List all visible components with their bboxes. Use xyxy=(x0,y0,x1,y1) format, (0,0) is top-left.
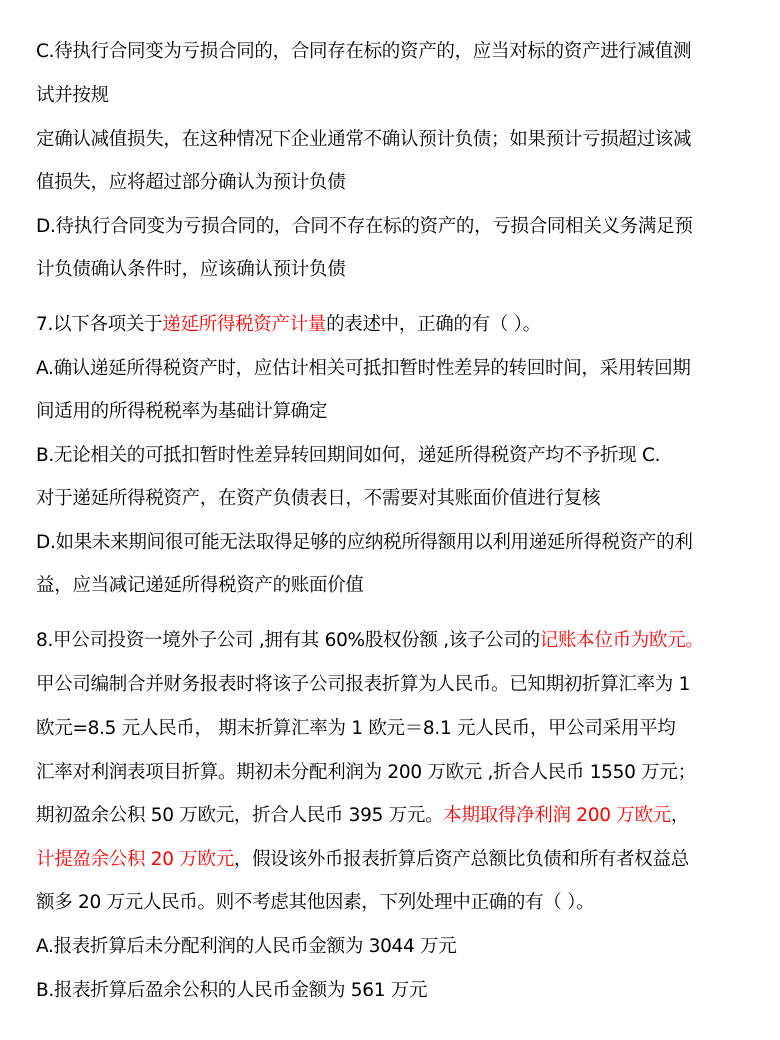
q6-option-c-line-4: 值损失，应将超过部分确认为预计负债 xyxy=(36,172,346,193)
q8-line6-suffix: ，假设该外币报表折算后资产总额比负债和所有者权益总 xyxy=(233,849,689,870)
q6-option-c-line-1: C.待执行合同变为亏损合同的，合同存在标的资产的，应当对标的资产进行减值测 xyxy=(36,41,692,62)
q8-stem-line-7: 额多 20 万元人民币。则不考虑其他因素，下列处理中正确的有（ ）。 xyxy=(36,892,595,913)
q8-stem-line-5 xyxy=(36,803,689,829)
q8-line5-highlight: 本期取得净利润 200 万欧元 xyxy=(443,805,671,826)
q7-stem-suffix: 的表述中，正确的有（ ）。 xyxy=(326,314,541,335)
q8-stem-line-4: 汇率对利润表项目折算。期初未分配利润为 200 万欧元 ,折合人民币 1550 万元； xyxy=(36,762,696,783)
q7-stem-highlight: 递延所得税资产计量 xyxy=(162,314,327,335)
q8-option-a: A.报表折算后未分配利润的人民币金额为 3044 万元 xyxy=(36,936,457,957)
q8-option-b: B.报表折算后盈余公积的人民币金额为 561 万元 xyxy=(36,980,428,1001)
q8-stem-line-3: 欧元=8.5 元人民币， 期末折算汇率为 1 欧元＝8.1 元人民币，甲公司采用平均 xyxy=(36,718,676,739)
q7-stem-prefix: 7.以下各项关于 xyxy=(36,314,163,335)
q6-option-c-line-2: 试并按规 xyxy=(36,85,109,106)
q8-stem-line-1 xyxy=(36,628,704,654)
q8-line1-prefix: 8.甲公司投资一境外子公司 ,拥有其 60%股权份额 ,该子公司的 xyxy=(36,630,540,651)
q8-line5-suffix: ， xyxy=(670,805,690,826)
q8-line5-prefix: 期初盈余公积 50 万欧元，折合人民币 395 万元。 xyxy=(36,805,444,826)
q8-line1-highlight: 记账本位币为欧元。 xyxy=(539,630,704,651)
q7-option-d-line-2: 益，应当减记递延所得税资产的账面价值 xyxy=(36,575,364,596)
q6-option-d-line-1: D.待执行合同变为亏损合同的，合同不存在标的资产的，亏损合同相关义务满足预 xyxy=(36,216,693,237)
q7-option-b-c-line-2: 对于递延所得税资产，在资产负债表日，不需要对其账面价值进行复核 xyxy=(36,488,601,509)
q8-stem-line-6 xyxy=(36,847,689,873)
q6-option-d-line-2: 计负债确认条件时，应该确认预计负债 xyxy=(36,259,346,280)
q7-stem xyxy=(36,312,541,338)
q7-option-d-line-1: D.如果未来期间很可能无法取得足够的应纳税所得额用以利用递延所得税资产的利 xyxy=(36,532,693,553)
q8-stem-line-2: 甲公司编制合并财务报表时将该子公司报表折算为人民币。已知期初折算汇率为 1 xyxy=(36,674,691,695)
q7-option-b-c-line-1: B.无论相关的可抵扣暂时性差异转回期间如何，递延所得税资产均不予折现 C. xyxy=(36,445,661,466)
q7-option-a-line-2: 间适用的所得税税率为基础计算确定 xyxy=(36,401,328,422)
q6-option-c-line-3: 定确认减值损失，在这种情况下企业通常不确认预计负债；如果预计亏损超过该减 xyxy=(36,129,692,150)
q7-option-a-line-1: A.确认递延所得税资产时，应估计相关可抵扣暂时性差异的转回时间，采用转回期 xyxy=(36,358,691,379)
q8-line6-highlight: 计提盈余公积 20 万欧元 xyxy=(36,849,234,870)
